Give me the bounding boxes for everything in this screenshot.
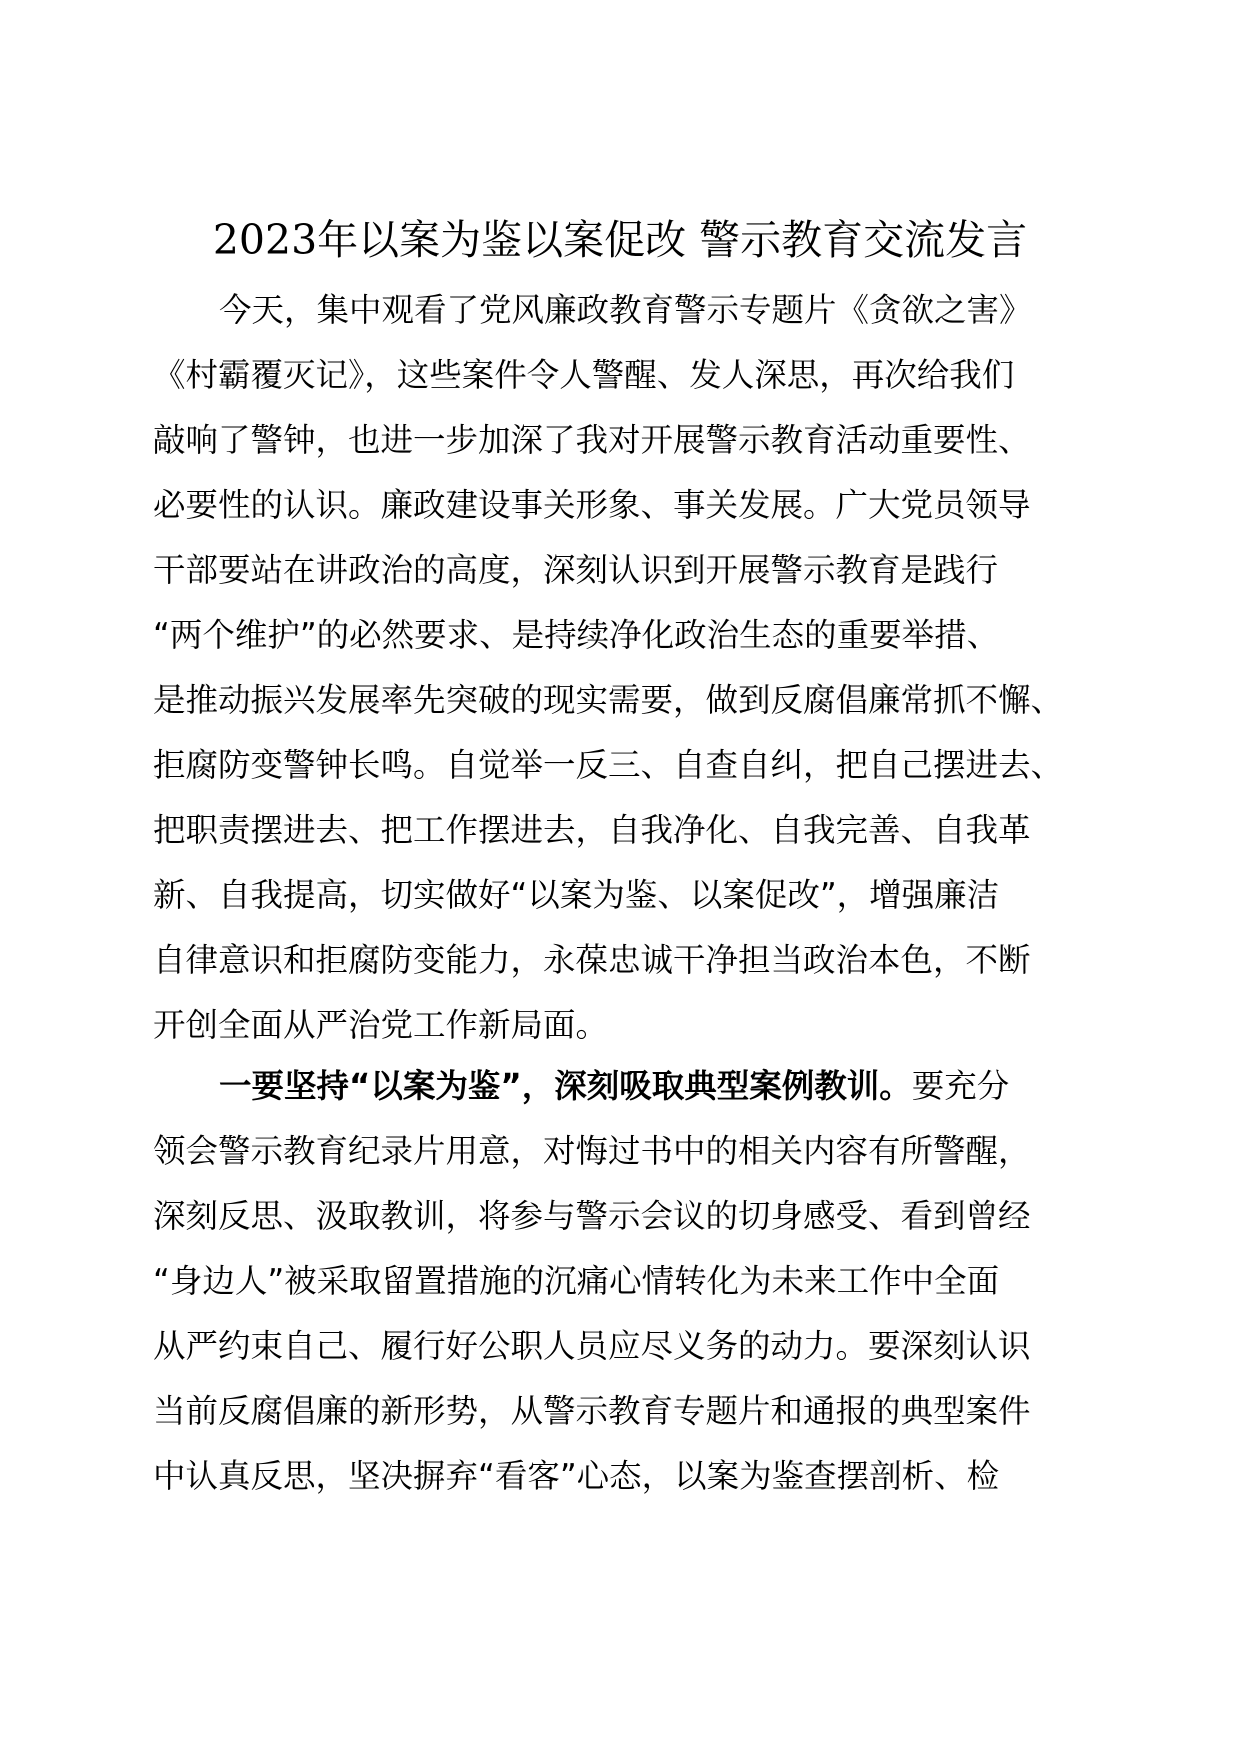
text-line: 干部要站在讲政治的高度，深刻认识到开展警示教育是践行 — [153, 551, 999, 589]
text-line: 今天，集中观看了党风廉政教育警示专题片《贪欲之害》 — [219, 291, 1032, 329]
paragraph-intro — [153, 278, 1093, 1058]
document-title: 2023年以案为鉴以案促改 警示教育交流发言 — [212, 216, 1028, 264]
section-heading: 一要坚持“以案为鉴”，深刻吸取典型案例教训。 — [219, 1067, 912, 1105]
text-line: “身边人”被采取留置措施的沉痛心情转化为未来工作中全面 — [153, 1262, 1000, 1300]
text-line: 深刻反思、汲取教训，将参与警示会议的切身感受、看到曾经 — [153, 1197, 1031, 1235]
text-line: 从严约束自己、履行好公职人员应尽义务的动力。要深刻认识 — [153, 1327, 1031, 1365]
text-line: 必要性的认识。廉政建设事关形象、事关发展。广大党员领导 — [153, 486, 1031, 524]
text-line: 是推动振兴发展率先突破的现实需要，做到反腐倡廉常抓不懈、 — [153, 681, 1064, 719]
text-line: 领会警示教育纪录片用意，对悔过书中的相关内容有所警醒， — [153, 1132, 1031, 1170]
text-line: 《村霸覆灭记》，这些案件令人警醒、发人深思，再次给我们 — [153, 356, 1015, 394]
text-line: “两个维护”的必然要求、是持续净化政治生态的重要举措、 — [153, 616, 1000, 654]
section-text: 要充分 — [911, 1067, 1010, 1105]
text-line: 当前反腐倡廉的新形势，从警示教育专题片和通报的典型案件 — [153, 1392, 1031, 1430]
text-line: 中认真反思，坚决摒弃“看客”心态，以案为鉴查摆剖析、检 — [153, 1457, 1000, 1495]
text-line: 拒腐防变警钟长鸣。自觉举一反三、自查自纠，把自己摆进去、 — [153, 746, 1064, 784]
text-line: 开创全面从严治党工作新局面。 — [153, 1006, 609, 1044]
text-line: 自律意识和拒腐防变能力，永葆忠诚干净担当政治本色，不断 — [153, 941, 1031, 979]
text-line: 把职责摆进去、把工作摆进去，自我净化、自我完善、自我革 — [153, 811, 1031, 849]
text-line: 新、自我提高，切实做好“以案为鉴、以案促改”，增强廉洁 — [153, 876, 1000, 914]
text-line: 敲响了警钟，也进一步加深了我对开展警示教育活动重要性、 — [153, 421, 1031, 459]
text-line — [153, 1054, 1093, 1119]
paragraph-section-one — [153, 1054, 1093, 1509]
